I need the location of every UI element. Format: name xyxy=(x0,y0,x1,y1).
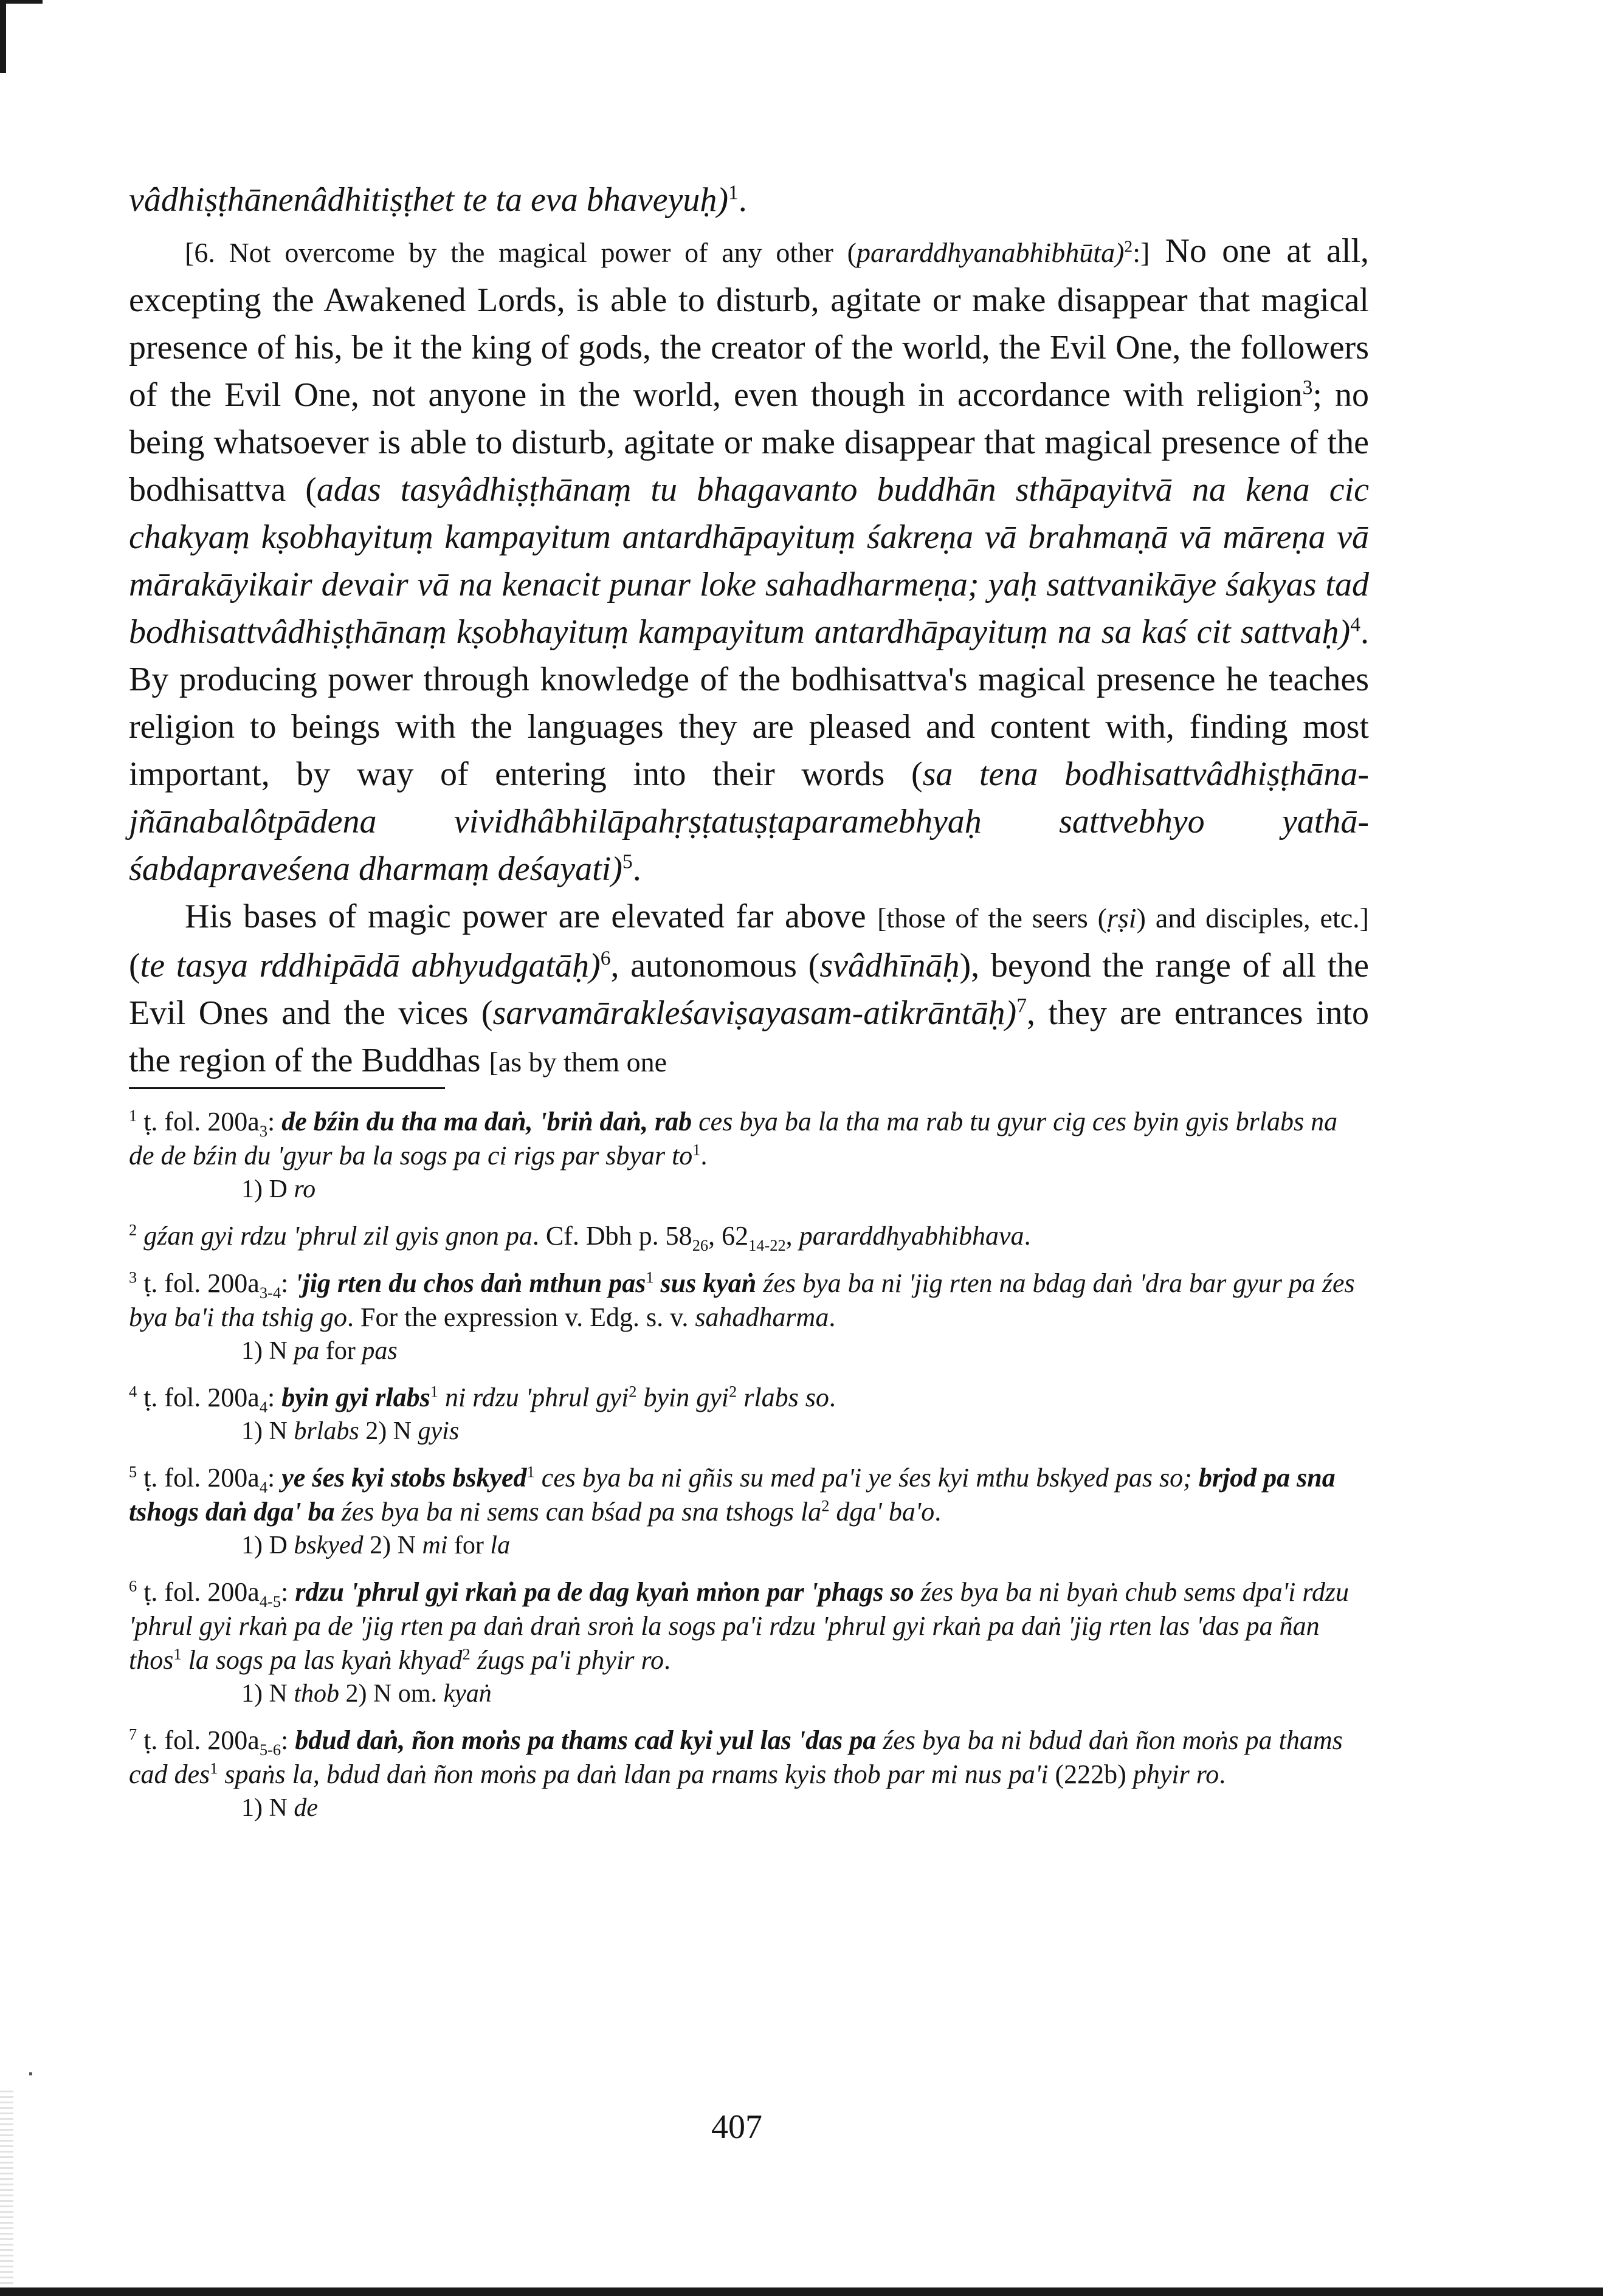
footnote-ref: 6 xyxy=(600,947,611,970)
footnote-ref: 5 xyxy=(622,850,633,873)
footnote-4: $^4$ ṭ. fol. $200a_4$: byin gyi rlabs$^1$ ni rdzu 'phrul gyi$^2$ byin gyi$^2$ rlabs so. 1) N brlabs 2) N gyis xyxy=(129,1381,1369,1448)
footnote-2: $^2$ gźan gyi rdzu 'phrul zil gyis gnon pa. Cf. Dbh p. $58_{26}$, $62_{14-22}$, pararddhyabhibhava. xyxy=(129,1220,1031,1254)
scan-edge-noise xyxy=(0,2091,13,2296)
footnote-6: $^6$ ṭ. fol. $200a_{4-5}$: rdzu 'phrul gyi rkaṅ pa de dag kyaṅ mṅon par 'phags so źes bya ba ni byaṅ chub sems dpa'i rdzu 'phrul gyi rkaṅ pa de 'jig rten pa daṅ draṅ sroṅ la sogs pa'i rdzu 'phrul gyi rkaṅ pa daṅ 'jig rten las 'das pa ñan thos$^1$ la sogs pa las kyaṅ khyad$^2$ źugs pa'i phyir ro. 1) N thob 2) N om. kyaṅ xyxy=(129,1575,1369,1710)
apparatus-line: 1) N pa for pas xyxy=(241,1337,398,1365)
scan-edge-mark xyxy=(0,0,43,4)
apparatus-line: 1) D bskyed 2) N mi for la xyxy=(241,1531,511,1559)
footnote-ref: 7 xyxy=(1016,994,1027,1017)
footnote-ref: 3 xyxy=(1302,376,1313,399)
apparatus-line: 1) D ro xyxy=(241,1175,316,1203)
footnote-5: $^5$ ṭ. fol. $200a_4$: ye śes kyi stobs bskyed$^1$ ces bya ba ni gñis su med pa'i ye śes kyi mthu bskyed pas so; brjod pa sna tshogs daṅ dga' ba źes bya ba ni sems can bśad pa sna tshogs $la^2$ dga' ba'o. 1) D bskyed 2) N mi for la xyxy=(129,1461,1369,1562)
main-text xyxy=(129,176,1369,1086)
apparatus-line: 1) N thob 2) N om. kyaṅ xyxy=(241,1680,492,1708)
scan-edge-mark xyxy=(0,0,6,73)
footnote-7: $^7$ ṭ. fol. $200a_{5-6}$: bdud daṅ, ñon moṅs pa thams cad kyi yul las 'das pa źes bya ba ni bdud daṅ ñon moṅs pa thams cad des$^1$ spaṅs la, bdud daṅ ñon moṅs pa daṅ ldan pa rnams kyis thob par mi nus pa'i (222b) phyir ro. 1) N de xyxy=(129,1724,1369,1824)
apparatus-line: 1) N brlabs 2) N gyis xyxy=(241,1417,460,1445)
paragraph-section-6: [6. Not overcome by the magical power of any other (pararddhyanabhibhūta)$^2$:] No one at all, excepting the Awakened Lords, is able to disturb, agitate or make disappear that magical presence of his, be it the king of gods, the creator of the world, the Evil One, the followers of the Evil One, not anyone in the world, even though in accordance with religion$^3$; no being whatsoever is able to disturb, agitate or make disappear that magical presence of the bodhisattva (adas tasyâdhiṣṭhānaṃ tu bhagavanto buddhān sthāpayitvā na kena cic chakyaṃ kṣobhayituṃ kampayitum antardhāpayituṃ śakreṇa vā brahmaṇā vā māreṇa vā mārakāyikair devair vā na kenacit punar loke sahadharmeṇa; yaḥ sattvanikāye śakyas tad bodhisattvâdhiṣṭhānaṃ kṣobhayituṃ kampayitum antardhāpayituṃ na sa kaś cit sattvaḥ)$^4$. By producing power through knowledge of the bodhisattva's magical presence he teaches religion to beings with the languages they are pleased and content with, finding most important, by way of entering into their words (sa tena bodhisattvâdhiṣṭhāna-jñānabalôtpādena vividhâbhilāpahṛṣṭatuṣṭaparamebhyaḥ sattvebhyo yathā-śabdapraveśena dharmaṃ deśayati)$^5$. xyxy=(129,232,1370,888)
footnote-1: $^1$ ṭ. fol. $200a_3$: de bźin du tha ma daṅ, 'briṅ daṅ, rab ces bya ba la tha ma rab tu gyur cig ces byin gyis brlabs na de de bźin du 'gyur ba la sogs pa ci rigs par sbyar $to^1$. 1) D ro xyxy=(129,1105,1369,1206)
page-body xyxy=(129,176,1369,1838)
paragraph-continuation: vâdhiṣṭhānenâdhitiṣṭhet te ta eva bhaveyuḥ)$^1$. xyxy=(129,181,747,219)
page-number: 407 xyxy=(711,2108,762,2146)
apparatus-line: 1) N de xyxy=(241,1794,318,1822)
footnotes xyxy=(129,1105,1369,1824)
scan-speck xyxy=(29,2072,32,2075)
scan-bottom-edge xyxy=(0,2287,1603,2296)
footnote-ref: 4 xyxy=(1350,613,1360,636)
footnote-separator xyxy=(129,1087,445,1089)
paragraph-magic-power: His bases of magic power are elevated far above [those of the seers (ṛṣi) and disciples, etc.] (te tasya rddhipādā abhyudgatāḥ)$^6$, autonomous (svâdhīnāḥ), beyond the range of all the Evil Ones and the vices (sarvamārakleśaviṣayasam-atikrāntāḥ)$^7$, they are entrances into the region of the Buddhas [as by them one xyxy=(129,898,1370,1079)
section-heading: [6. Not overcome by the magical power of any other (pararddhyanabhibhūta)$^2$:] xyxy=(185,236,1150,268)
footnote-3: $^3$ ṭ. fol. $200a_{3-4}$: 'jig rten du chos daṅ mthun pas$^1$ sus kyaṅ źes bya ba ni 'jig rten na bdag daṅ 'dra bar gyur pa źes bya ba'i tha tshig go. For the expression v. Edg. s. v. sahadharma. 1) N pa for pas xyxy=(129,1267,1369,1367)
